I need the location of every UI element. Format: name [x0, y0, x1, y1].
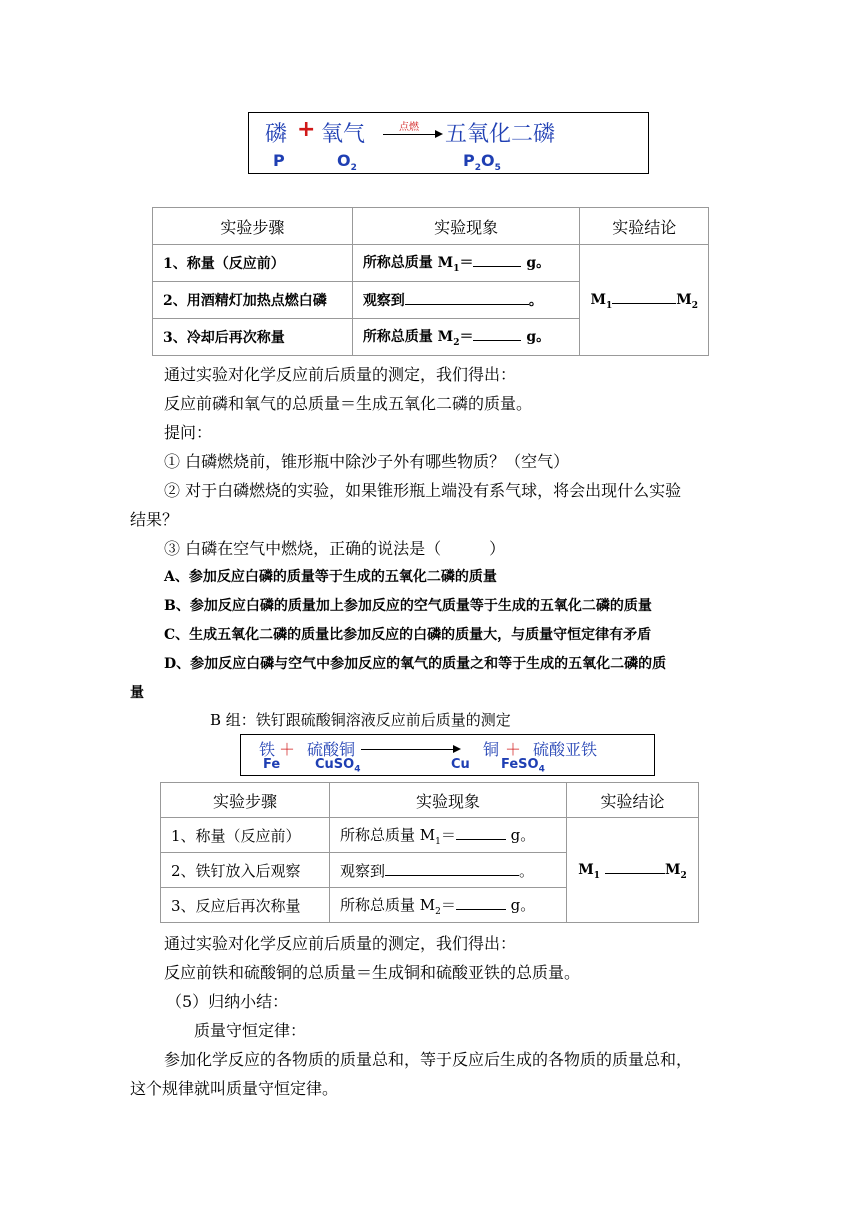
option-d-line-2: 量 — [130, 685, 144, 701]
eq-b-formula-cu: Cu — [451, 757, 470, 772]
eq-b-arrow — [361, 749, 459, 750]
eq-b-formula-feso4: FeSO$_4$ — [501, 757, 545, 775]
table-b-header-step: 实验步骤 — [161, 783, 330, 818]
table-a-obs-3: 所称总质量 $M_2= g$。 — [352, 319, 580, 356]
table-a-step-2: 2、用酒精灯加热点燃白磷 — [153, 282, 353, 319]
law-statement-line-1: 参加化学反应的各物质的质量总和，等于反应后生成的各物质的质量总和， — [164, 1050, 693, 1069]
eq-a-product: 五氧化二磷 — [445, 122, 556, 147]
eq-b-plus-2: ＋ — [505, 740, 522, 759]
table-b-step-2: 2、铁钉放入后观察 — [161, 853, 330, 888]
table-b-header-obs: 实验现象 — [330, 783, 567, 818]
experiment-table-a — [152, 207, 709, 356]
eq-b-reactant1: 铁 — [259, 740, 276, 759]
eq-a-arrow — [383, 134, 441, 135]
table-b-obs-2: 观察到 。 — [330, 853, 567, 888]
table-b-step-3: 3、反应后再次称量 — [161, 888, 330, 923]
eq-b-reactant2: 硫酸铜 — [307, 740, 356, 759]
summary-heading: （5）归纳小结： — [166, 992, 289, 1011]
question-1: ① 白磷燃烧前，锥形瓶中除沙子外有哪些物质？（空气） — [164, 452, 570, 471]
table-b-obs-1: 所称总质量 $M_1= g$。 — [330, 818, 567, 853]
eq-b-product1: 铜 — [483, 740, 500, 759]
equation-b-box — [240, 734, 655, 776]
eq-a-plus: + — [297, 117, 316, 142]
table-a-step-1: 1、称量（反应前） — [153, 245, 353, 282]
eq-a-formula-p2o5: $P_2O_5$ — [463, 151, 501, 174]
eq-b-formula-cuso4: CuSO$_4$ — [315, 757, 361, 775]
equation-a-box — [248, 112, 649, 174]
question-3: ③ 白磷在空气中燃烧，正确的说法是（ ） — [164, 539, 506, 558]
experiment-table-b — [160, 782, 699, 923]
eq-b-product2: 硫酸亚铁 — [533, 740, 598, 759]
table-a-header-step: 实验步骤 — [153, 208, 353, 245]
option-c: C、生成五氧化二磷的质量比参加反应的白磷的质量大，与质量守恒定律有矛盾 — [164, 627, 652, 643]
question-2-line-2: 结果？ — [130, 510, 179, 529]
table-a-obs-1: 所称总质量 $M_1= g$。 — [352, 245, 580, 282]
eq-a-reactant2: 氧气 — [321, 122, 366, 147]
table-b-conclusion: $M_1$ $M_2$ — [567, 818, 699, 923]
conclusion-a: 反应前磷和氧气的总质量＝生成五氧化二磷的质量。 — [164, 394, 533, 413]
conclusion-intro-a: 通过实验对化学反应前后质量的测定，我们得出： — [164, 365, 517, 384]
option-d-line-1: D、参加反应白磷与空气中参加反应的氧气的质量之和等于生成的五氧化二磷的质 — [164, 656, 667, 672]
table-a-header-obs: 实验现象 — [352, 208, 580, 245]
table-b-step-1: 1、称量（反应前） — [161, 818, 330, 853]
table-a-conclusion: $M_1$ $M_2$ — [580, 245, 709, 356]
table-a-step-3: 3、冷却后再次称量 — [153, 319, 353, 356]
group-b-title: B 组：铁钉跟硫酸铜溶液反应前后质量的测定 — [210, 711, 511, 729]
eq-a-reactant1: 磷 — [265, 122, 288, 147]
eq-a-formula-o2: $O_2$ — [337, 151, 357, 174]
table-a-header-conclusion: 实验结论 — [580, 208, 709, 245]
eq-a-condition: 点燃 — [399, 122, 419, 133]
eq-b-plus: ＋ — [279, 740, 296, 759]
option-b: B、参加反应白磷的质量加上参加反应的空气质量等于生成的五氧化二磷的质量 — [164, 598, 652, 614]
conclusion-intro-b: 通过实验对化学反应前后质量的测定，我们得出： — [164, 934, 517, 953]
law-statement-line-2: 这个规律就叫质量守恒定律。 — [130, 1079, 339, 1098]
conclusion-b: 反应前铁和硫酸铜的总质量＝生成铜和硫酸亚铁的总质量。 — [164, 963, 581, 982]
question-2-line-1: ② 对于白磷燃烧的实验，如果锥形瓶上端没有系气球，将会出现什么实验 — [164, 481, 682, 500]
eq-b-formula-fe: Fe — [263, 757, 281, 772]
option-a: A、参加反应白磷的质量等于生成的五氧化二磷的质量 — [164, 569, 497, 585]
table-a-obs-2: 观察到 。 — [352, 282, 580, 319]
table-b-header-conclusion: 实验结论 — [567, 783, 699, 818]
question-heading: 提问： — [164, 423, 213, 442]
law-title: 质量守恒定律： — [194, 1021, 307, 1040]
table-b-obs-3: 所称总质量 $M_2= g$。 — [330, 888, 567, 923]
eq-a-formula-p: P — [273, 151, 285, 170]
